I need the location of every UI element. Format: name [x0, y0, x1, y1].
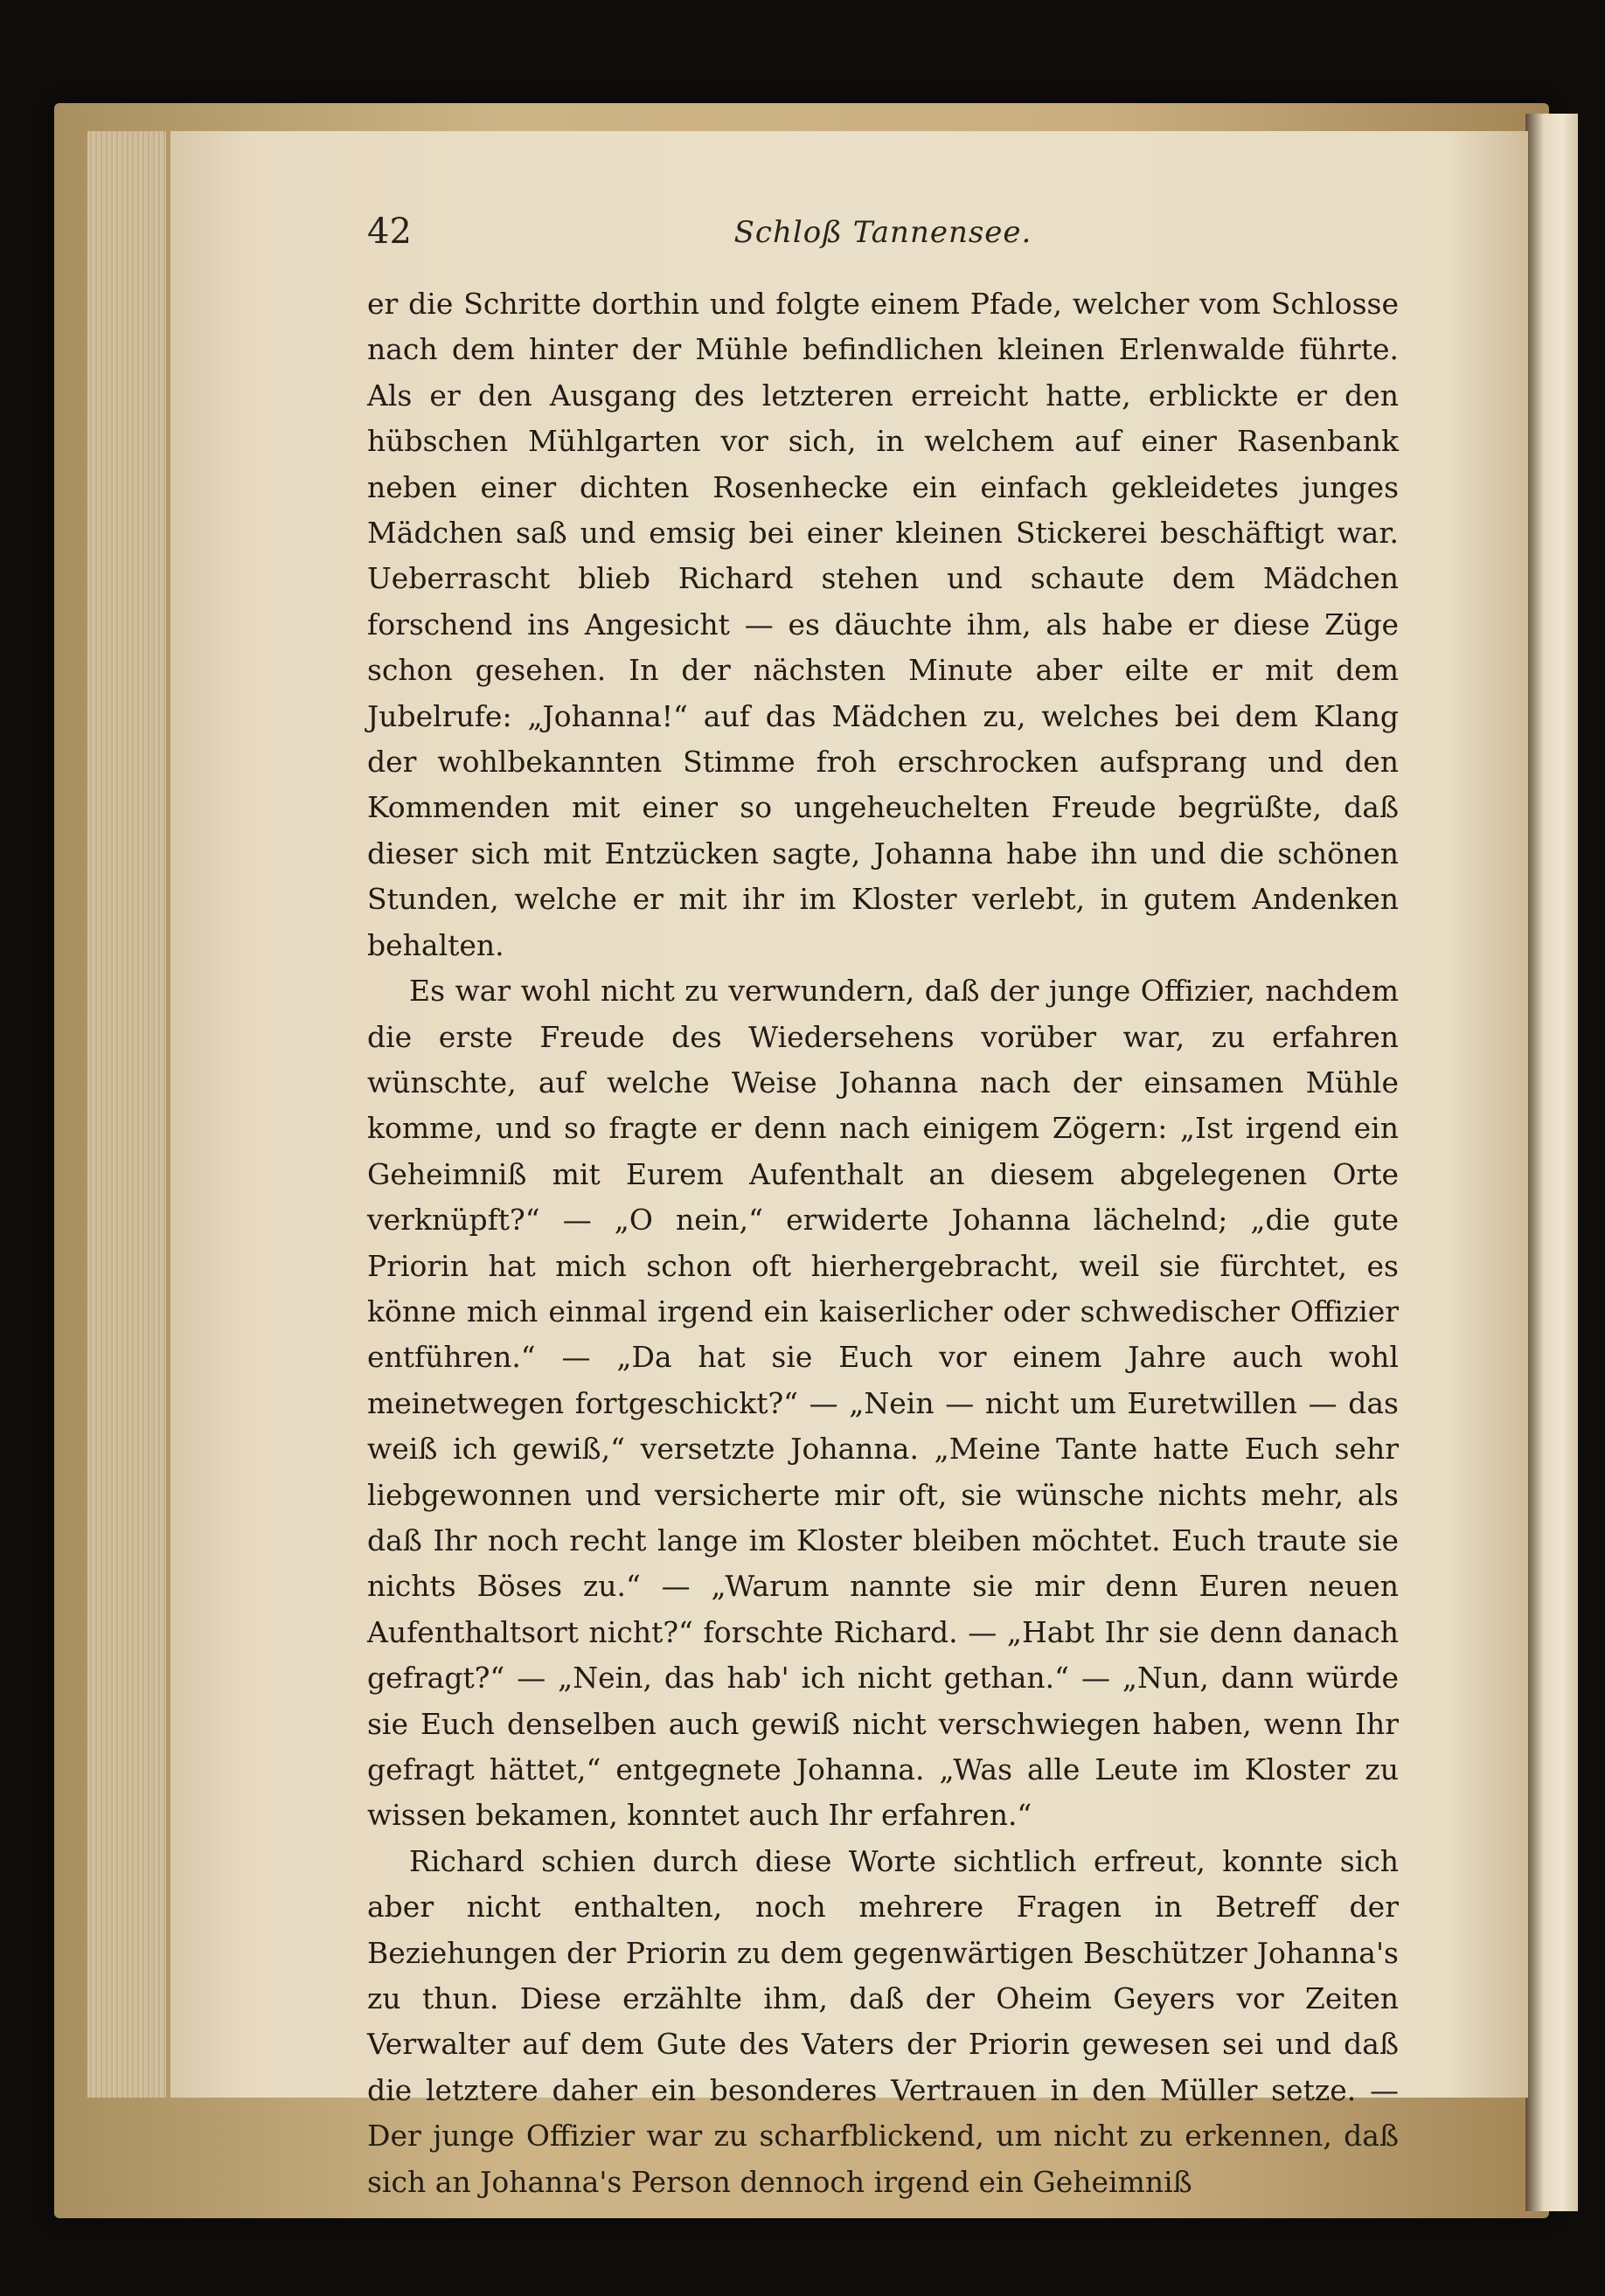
page-edges	[87, 131, 166, 2098]
paragraph-1: er die Schritte dorthin und folgte einem Pfade, welcher vom Schlosse nach dem hinter der Mühle befindlichen kleinen Erlenwalde führte. Als er den Ausgang des letzteren erreicht hatte, erblickte er den hübschen Mühlgarten vor sich, in welchem auf einer Rasenbank neben einer dichten Rosenhecke ein einfach gekleidetes junges Mädchen saß und emsig bei einer kleinen Stickerei beschäftigt war. Ueberrascht blieb Richard stehen und schaute dem Mädchen forschend ins Angesicht — es däuchte ihm, als habe er diese Züge schon gesehen. In der nächsten Minute aber eilte er mit dem Jubelrufe: „Johanna!“ auf das Mädchen zu, welches bei dem Klang der wohlbekannten Stimme froh erschrocken aufsprang und den Kommenden mit einer so ungeheuchelten Freude begrüßte, daß dieser sich mit Entzücken sagte, Johanna habe ihn und die schönen Stunden, welche er mit ihr im Kloster verlebt, in gutem Andenken behalten.	[367, 287, 1399, 962]
running-title: Schloß Tannensee.	[733, 215, 1032, 250]
body-text	[367, 281, 1399, 2205]
paragraph-3: Richard schien durch diese Worte sichtlich erfreut, konnte sich aber nicht enthalten, noch mehrere Fragen in Betreff der Beziehungen der Priorin zu dem gegenwärtigen Beschützer Johanna's zu thun. Diese erzählte ihm, daß der Oheim Geyers vor Zeiten Verwalter auf dem Gute des Vaters der Priorin gewesen sei und daß die letztere daher ein besonderes Vertrauen in den Müller setze. — Der junge Offizier war zu scharfblickend, um nicht zu erkennen, daß sich an Johanna's Person dennoch irgend ein Geheimniß	[367, 1843, 1399, 2199]
page-number: 42	[367, 212, 412, 252]
paragraph-2: Es war wohl nicht zu verwundern, daß der junge Offizier, nachdem die erste Freude des Wiedersehens vorüber war, zu erfahren wünschte, auf welche Weise Johanna nach der einsamen Mühle komme, und so fragte er denn nach einigem Zögern: „Ist irgend ein Geheimniß mit Eurem Aufenthalt an diesem abgelegenen Orte verknüpft?“ — „O nein,“ erwiderte Johanna lächelnd; „die gute Priorin hat mich schon oft hierhergebracht, weil sie fürchtet, es könne mich einmal irgend ein kaiserlicher oder schwedischer Offizier entführen.“ — „Da hat sie Euch vor einem Jahre auch wohl meinetwegen fortgeschickt?“ — „Nein — nicht um Euretwillen — das weiß ich gewiß,“ versetzte Johanna. „Meine Tante hatte Euch sehr liebgewonnen und versicherte mir oft, sie wünsche nichts mehr, als daß Ihr noch recht lange im Kloster bleiben möchtet. Euch traute sie nichts Böses zu.“ — „Warum nannte sie mir denn Euren neuen Aufenthaltsort nicht?“ forschte Richard. — „Habt Ihr sie denn danach gefragt?“ — „Nein, das hab' ich nicht gethan.“ — „Nun, dann würde sie Euch denselben auch gewiß nicht verschwiegen haben, wenn Ihr gefragt hättet,“ entgegnete Johanna. „Was alle Leute im Kloster zu wissen bekamen, konntet auch Ihr erfahren.“	[367, 974, 1399, 1833]
facing-page-edge	[1525, 114, 1578, 2211]
book-page	[170, 131, 1528, 2199]
page-header	[367, 212, 1399, 264]
